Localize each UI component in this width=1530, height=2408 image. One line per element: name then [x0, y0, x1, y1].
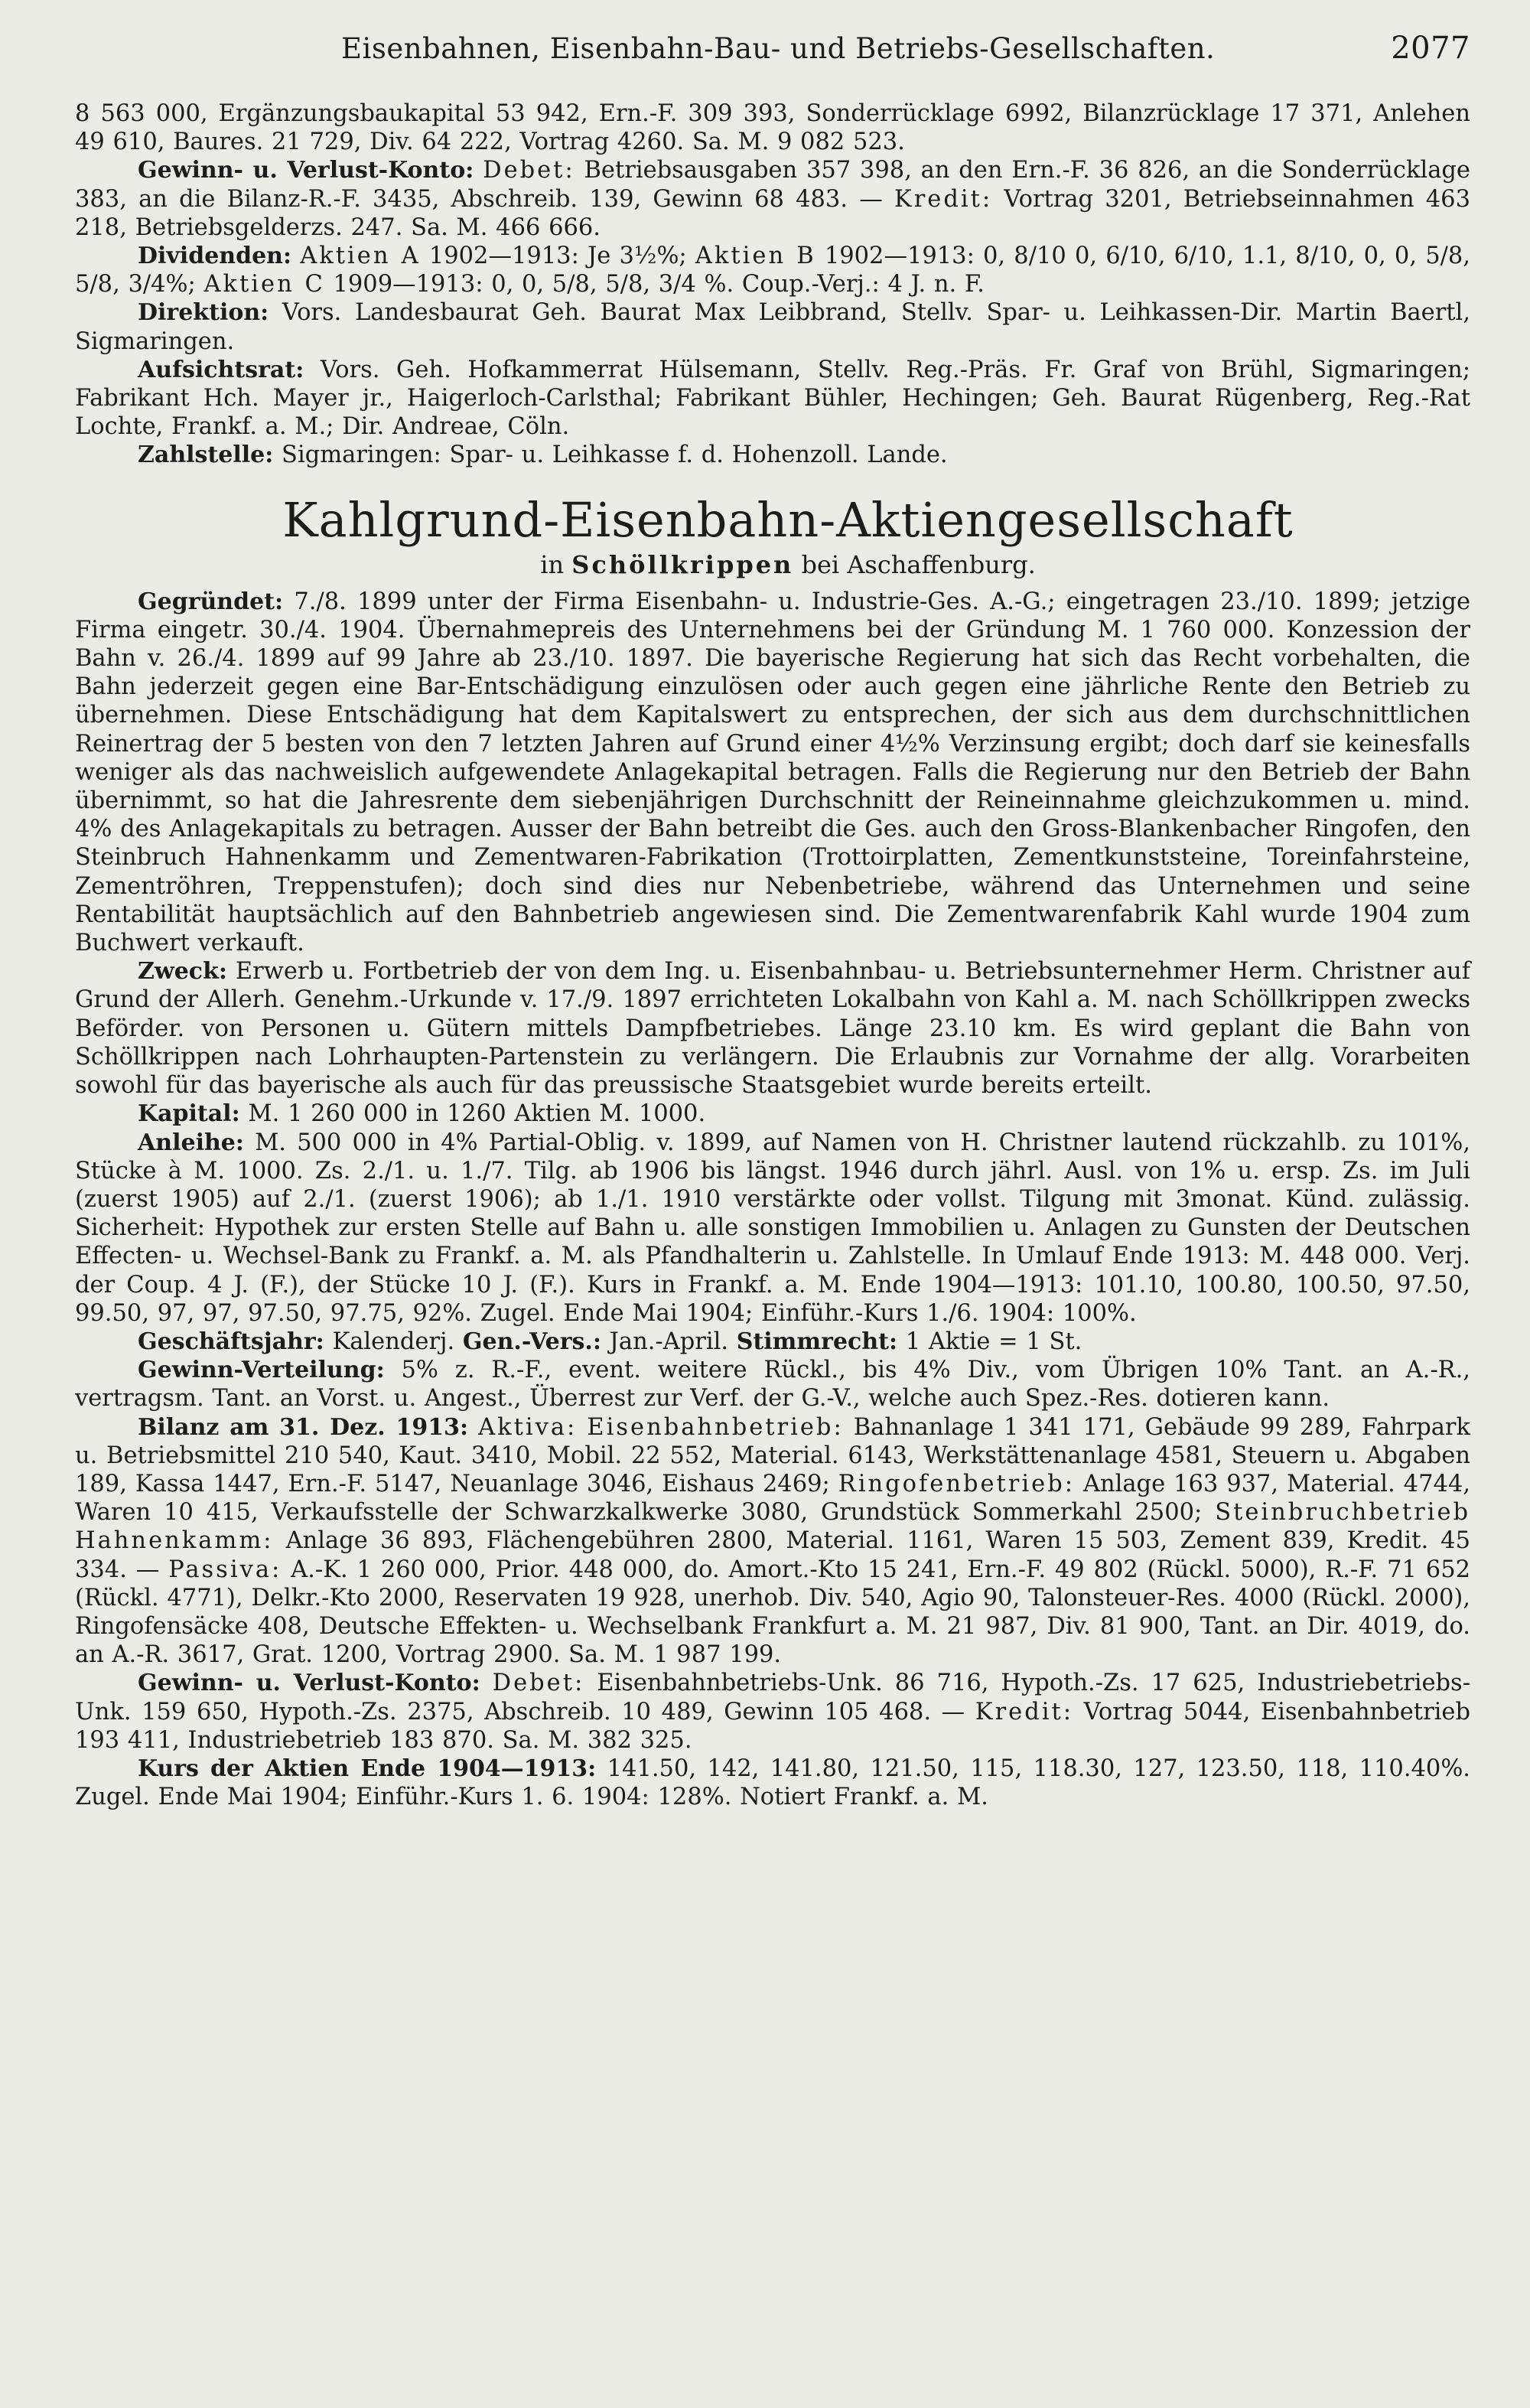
guv-kredit: Kredit: — [975, 1698, 1074, 1725]
zweck-text: Erwerb u. Fortbetrieb der von dem Ing. u. Eisenbahnbau- u. Betriebsunternehmer Herm. Christner auf Grund der Allerh. Genehm.-Urkunde v. 17./9. 1897 errichteten Lokalbahn von Kahl a. M. nach Schöllkrippen zwecks Beförder. von Personen u. Gütern mittels Dampfbetriebes. Länge 23.10 km. Es wird geplant die Bahn von Schöllkrippen nach Lohrhaupten-Partenstein zu verlängern. Die Erlaubnis zur Vornahme der allg. Vorarbeiten sowohl für das bayerische als auch für das preussische Staatsgebiet wurde bereits erteilt. — [75, 958, 1470, 1100]
gewinn-text-2: Vortrag 3201, Betriebseinnahmen 463 218, Betriebsgelderzs. 247. Sa. M. 466 666. — [75, 185, 1470, 241]
bilanz-passiva: Passiva: — [168, 1556, 282, 1583]
section-geschaeftsjahr — [75, 1328, 1470, 1356]
gewinn-text-1: Betriebsausgaben 357 398, an den Ern.-F. 36 826, an die Sonderrücklage 383, an die Bilanz-R.-F. 3435, Abschreib. 139, Gewinn 68 483. — — [75, 157, 1470, 213]
zweck-label: Zweck: — [138, 958, 227, 986]
aufsichtsrat-label: Aufsichtsrat: — [138, 356, 304, 383]
prev-entry-zahlstelle — [75, 441, 1470, 469]
aufsichtsrat-text: Vors. Geh. Hofkammerrat Hülsemann, Stellv. Reg.-Präs. Fr. Graf von Brühl, Sigmaringen; Fabrikant Hch. Mayer jr., Haigerloch-Carlsthal; Fabrikant Bühler, Hechingen; Geh. Baurat Rügenberg, Reg.-Rat Lochte, Frankf. a. M.; Dir. Andreae, Cöln. — [75, 356, 1470, 441]
zahlstelle-text: Sigmaringen: Spar- u. Leihkasse f. d. Hohenzoll. Lande. — [282, 442, 948, 469]
dividend-aktien-a-text: 1902—1913: Je 3½%; — [428, 243, 687, 270]
stimmrecht-label: Stimmrecht: — [736, 1328, 898, 1355]
gegruendet-label: Gegründet: — [138, 588, 284, 615]
gewinn-debet: Debet: — [483, 157, 575, 184]
company-title: Kahlgrund-Eisenbahn-Aktiengesellschaft — [282, 491, 1294, 548]
prev-entry-gewinn — [75, 156, 1470, 242]
gewinn-verteilung-label: Gewinn-Verteilung: — [138, 1357, 385, 1384]
prev-entry-direktion — [75, 298, 1470, 355]
dividend-aktien-b-text: 1902—1913: 0, 8/10 0, 6/10, 6/10, 1.1, 8/10, 0, 0, 5/8, 5/8, 3/4%; — [75, 243, 1470, 298]
anleihe-text: M. 500 000 in 4% Partial-Oblig. v. 1899, auf Namen von H. Christner lautend rückzahlb. zu 101%, Stücke à M. 1000. Zs. 2./1. u. 1./7. Tilg. ab 1906 bis längst. 1946 durch jährl. Ausl. von 1% u. ersp. Zs. im Juli (zuerst 1905) auf 2./1. (zuerst 1906); ab 1./1. 1910 verstärkte oder vollst. Tilgung mit 3monat. Künd. zulässig. Sicherheit: Hypothek zur ersten Stelle auf Bahn u. alle sonstigen Immobilien u. Anlagen zu Gunsten der Deutschen Effecten- u. Wechsel-Bank zu Frankf. a. M. als Pfandhalterin u. Zahlstelle. In Umlauf Ende 1913: M. 448 000. Verj. der Coup. 4 J. (F.), der Stücke 10 J. (F.). Kurs in Frankf. a. M. Ende 1904—1913: 101.10, 100.80, 100.50, 97.50, 99.50, 97, 97, 97.50, 97.75, 92%. Zugel. Ende Mai 1904; Einführ.-Kurs 1./6. 1904: 100%. — [75, 1129, 1470, 1327]
prev-entry-aufsichtsrat — [75, 356, 1470, 442]
location-prefix: in — [540, 549, 565, 579]
section-kapital — [75, 1100, 1470, 1128]
anleihe-label: Anleihe: — [138, 1129, 244, 1156]
bilanz-text-4: A.-K. 1 260 000, Prior. 448 000, do. Amort.-Kto 15 241, Ern.-F. 49 802 (Rückl. 5000), R.-F. 71 652 (Rückl. 4771), Delkr.-Kto 2000, Reservaten 19 928, unerhob. Div. 540, Agio 90, Talonsteuer-Res. 4000 (Rückl. 2000), Ringofensäcke 408, Deutsche Effekten- u. Wechselbank Frankfurt a. M. 21 987, Div. 81 900, Tant. an Dir. 4019, do. an A.-R. 3617, Grat. 1200, Vortrag 2900. Sa. M. 1 987 199. — [75, 1556, 1471, 1669]
guv-debet: Debet: — [492, 1670, 585, 1697]
dividenden-label: Dividenden: — [138, 243, 292, 270]
kurs-label: Kurs der Aktien Ende 1904—1913: — [138, 1755, 597, 1782]
zahlstelle-label: Zahlstelle: — [138, 442, 274, 469]
section-anleihe — [75, 1129, 1470, 1328]
company-location — [106, 549, 1470, 580]
location-suffix: bei Aschaffenburg. — [801, 549, 1036, 579]
guv-text-2: Vortrag 5044, Eisenbahnbetrieb 193 411, Industriebetrieb 183 870. Sa. M. 382 325. — [75, 1698, 1470, 1754]
prev-entry-balance: 8 563 000, Ergänzungsbaukapital 53 942, Ern.-F. 309 393, Sonderrücklage 6992, Bilanzrücklage 17 371, Anlehen 49 610, Baures. 21 729, Div. 64 222, Vortrag 4260. Sa. M. 9 082 523. — [75, 100, 1470, 156]
section-zweck — [75, 957, 1470, 1100]
bilanz-ringofenbetrieb: Ringofenbetrieb: — [838, 1470, 1075, 1497]
bilanz-steinbruchbetrieb: Steinbruchbetrieb Hahnenkamm: — [75, 1499, 1471, 1555]
direktion-text: Vors. Landesbaurat Geh. Baurat Max Leibbrand, Stellv. Spar- u. Leihkassen-Dir. Martin Baertl, Sigmaringen. — [75, 299, 1470, 355]
location-place: Schöllkrippen — [571, 549, 794, 579]
section-bilanz — [75, 1413, 1470, 1670]
kurs-text: 141.50, 142, 141.80, 121.50, 115, 118.30, 127, 123.50, 118, 110.40%. Zugel. Ende Mai 1904; Einführ.-Kurs 1. 6. 1904: 128%. Notiert Frankf. a. M. — [75, 1755, 1471, 1811]
guv-text-1: Eisenbahnbetriebs-Unk. 86 716, Hypoth.-Zs. 17 625, Industriebetriebs-Unk. 159 650, Hypoth.-Zs. 2375, Abschreib. 10 489, Gewinn 105 468. — — [75, 1670, 1470, 1725]
section-kurs — [75, 1755, 1470, 1811]
section-gegruendet — [75, 588, 1470, 958]
kapital-label: Kapital: — [138, 1100, 240, 1128]
gen-vers-text: Jan.-April. — [609, 1328, 729, 1355]
dividend-aktien-c-text: 1909—1913: 0, 0, 5/8, 5/8, 3/4 %. Coup.-Verj.: 4 J. n. F. — [333, 271, 985, 298]
dividend-aktien-c: Aktien C — [203, 271, 325, 298]
bilanz-text-3: Anlage 36 893, Flächengebühren 2800, Material. 1161, Waren 15 503, Zement 839, Kredit. 45 334. — — [75, 1527, 1470, 1583]
bilanz-label: Bilanz am 31. Dez. 1913: — [138, 1413, 469, 1441]
stimmrecht-text: 1 Aktie = 1 St. — [905, 1328, 1082, 1355]
gewinn-kredit: Kredit: — [894, 185, 993, 213]
gen-vers-label: Gen.-Vers.: — [462, 1328, 601, 1355]
geschaeftsjahr-text: Kalenderj. — [332, 1328, 455, 1355]
dividend-aktien-b: Aktien B — [695, 243, 816, 270]
bilanz-text-1: Bahnanlage 1 341 171, Gebäude 99 289, Fahrpark u. Betriebsmittel 210 540, Kaut. 3410, Mobil. 22 552, Material. 6143, Werkstättenanlage 4581, Steuern u. Abgaben 189, Kassa 1447, Ern.-F. 5147, Neuanlage 3046, Eishaus 2469; — [75, 1413, 1470, 1497]
guv-label: Gewinn- u. Verlust-Konto: — [138, 1670, 480, 1697]
bilanz-eisenbahnbetrieb: Eisenbahnbetrieb: — [587, 1413, 844, 1441]
page-number: 2077 — [1391, 31, 1470, 66]
page-header — [341, 31, 1470, 66]
bilanz-text-2: Anlage 163 937, Material. 4744, Waren 10 415, Verkaufsstelle der Schwarzkalkwerke 3080, Grundstück Sommerkahl 2500; — [75, 1470, 1470, 1527]
geschaeftsjahr-label: Geschäftsjahr: — [138, 1328, 324, 1355]
gegruendet-text: 7./8. 1899 unter der Firma Eisenbahn- u. Industrie-Ges. A.-G.; eingetragen 23./10. 1899; jetzige Firma eingetr. 30./4. 1904. Übernahmepreis des Unternehmens bei der Gründung M. 1 760 000. Konzession der Bahn v. 26./4. 1899 auf 99 Jahre ab 23./10. 1897. Die bayerische Regierung hat sich das Recht vorbehalten, die Bahn jederzeit gegen eine Bar-Entschädigung einzulösen oder auch gegen eine jährliche Rente den Betrieb zu übernehmen. Diese Entschädigung hat dem Kapitalswert zu entsprechen, der sich aus dem durchschnittlichen Reinertrag der 5 besten von den 7 letzten Jahren auf Grund einer 4½% Verzinsung ergibt; doch darf sie keinesfalls weniger als das nachweislich aufgewendete Anlagekapital betragen. Falls die Regierung nur den Betrieb der Bahn übernimmt, so hat die Jahresrente dem siebenjährigen Durchschnitt der Reineinnahme gleichzukommen u. mind. 4% des Anlagekapitals zu betragen. Ausser der Bahn betreibt die Ges. auch den Gross-Blankenbacher Ringofen, den Steinbruch Hahnenkamm und Zementwaren-Fabrikation (Trottoirplatten, Zementkunststeine, Toreinfahrsteine, Zementröhren, Treppenstufen); doch sind dies nur Nebenbetriebe, während das Unternehmen und seine Rentabilität hauptsächlich auf den Bahnbetrieb angewiesen sind. Die Zementwarenfabrik Kahl wurde 1904 zum Buchwert verkauft. — [75, 588, 1470, 957]
gewinn-verteilung-text: 5% z. R.-F., event. weitere Rückl., bis 4% Div., vom Übrigen 10% Tant. an A.-R., vertragsm. Tant. an Vorst. u. Angest., Überrest zur Verf. der G.-V., welche auch Spez.-Res. dotieren kann. — [75, 1357, 1471, 1413]
prev-entry-dividenden — [75, 242, 1470, 298]
running-title: Eisenbahnen, Eisenbahn-Bau- und Betriebs-Gesellschaften. — [341, 32, 1216, 65]
section-gewinn-verteilung — [75, 1356, 1470, 1413]
kapital-text: M. 1 260 000 in 1260 Aktien M. 1000. — [248, 1100, 706, 1128]
gewinn-label: Gewinn- u. Verlust-Konto: — [138, 157, 474, 184]
direktion-label: Direktion: — [138, 299, 269, 327]
bilanz-aktiva: Aktiva: — [478, 1413, 578, 1441]
dividend-aktien-a: Aktien A — [300, 243, 421, 270]
section-gewinn-verlust — [75, 1669, 1470, 1755]
